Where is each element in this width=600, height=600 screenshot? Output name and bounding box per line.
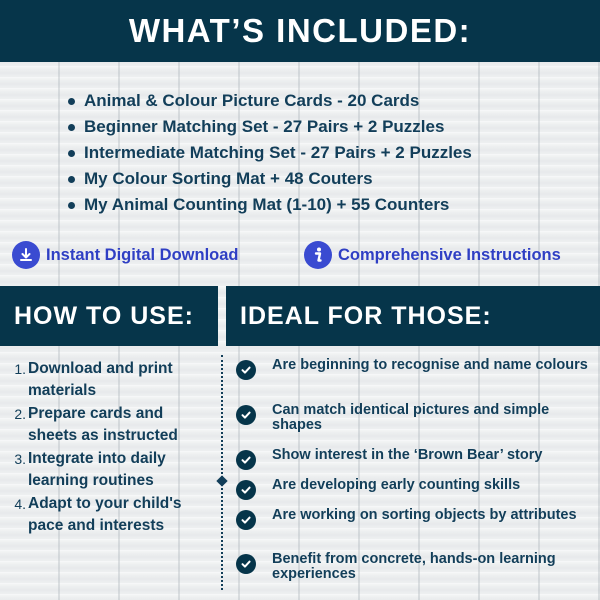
list-item: Beginner Matching Set - 27 Pairs + 2 Puzzles [64, 114, 584, 140]
step-text: Integrate into daily learning routines [28, 450, 166, 489]
step-number: 2. [14, 406, 26, 422]
section-title: IDEAL FOR THOSE: [240, 301, 492, 330]
feature-label: Instant Digital Download [46, 245, 239, 264]
list-item: My Animal Counting Mat (1-10) + 55 Counters [64, 192, 584, 218]
list-item [236, 508, 596, 530]
download-icon [12, 241, 40, 269]
step-number: 4. [14, 496, 26, 512]
section-title: HOW TO USE: [14, 301, 194, 330]
included-list [64, 88, 584, 218]
check-icon [236, 405, 256, 425]
list-item [8, 493, 213, 537]
ideal-text: Can match identical pictures and simple shapes [272, 402, 550, 433]
step-number: 3. [14, 451, 26, 467]
list-item: Intermediate Matching Set - 27 Pairs + 2 Puzzles [64, 140, 584, 166]
step-text: Prepare cards and sheets as instructed [28, 405, 178, 444]
check-icon [236, 450, 256, 470]
page-title: WHAT’S INCLUDED: [128, 12, 472, 49]
step-number: 1. [14, 361, 26, 377]
list-item [236, 448, 596, 470]
feature-instructions [304, 238, 561, 272]
step-text: Download and print materials [28, 360, 173, 399]
list-item [236, 403, 596, 433]
list-item [8, 403, 213, 447]
check-icon [236, 554, 256, 574]
feature-label: Comprehensive Instructions [338, 245, 561, 264]
check-icon [236, 360, 256, 380]
list-item [8, 448, 213, 492]
list-item [236, 552, 596, 582]
ideal-text: Are developing early counting skills [272, 477, 521, 493]
list-item [8, 358, 213, 402]
how-to-use-steps [8, 358, 213, 538]
list-item [236, 478, 596, 500]
feature-download [12, 238, 239, 272]
how-to-use-header [0, 286, 218, 346]
ideal-text: Benefit from concrete, hands-on learning experiences [272, 551, 556, 582]
ideal-text: Are working on sorting objects by attributes [272, 507, 577, 523]
ideal-text: Are beginning to recognise and name colours [272, 357, 588, 373]
check-icon [236, 510, 256, 530]
ideal-for-header [226, 286, 600, 346]
list-item: My Colour Sorting Mat + 48 Couters [64, 166, 584, 192]
ideal-text: Show interest in the ‘Brown Bear’ story [272, 447, 543, 463]
list-item [236, 358, 596, 380]
list-item: Animal & Colour Picture Cards - 20 Cards [64, 88, 584, 114]
divider-diamond [216, 475, 227, 486]
check-icon [236, 480, 256, 500]
info-icon [304, 241, 332, 269]
step-text: Adapt to your child's pace and interests [28, 495, 182, 534]
header-band [0, 0, 600, 62]
divider [221, 355, 223, 590]
